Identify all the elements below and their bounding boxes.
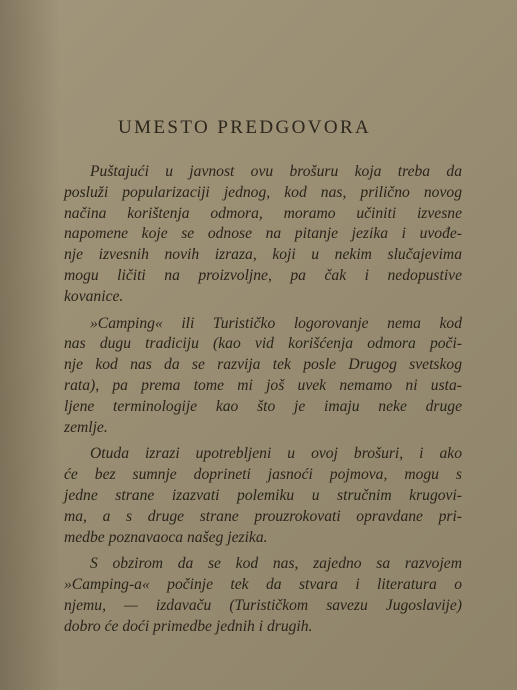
text-line: napomene koje se odnose na pitanje jezika i uvođe-	[64, 225, 462, 243]
page-title: UMESTO PREDGOVORA	[118, 117, 372, 138]
page-shadow	[0, 0, 60, 690]
text-line: ma, a s druge strane prouzrokovati opravdane pri-	[64, 507, 462, 525]
text-line: medbe poznavaoca našeg jezika.	[64, 528, 268, 546]
text-line: zemlje.	[64, 418, 108, 436]
text-line: mogu ličiti na proizvoljne, pa čak i nedopustive	[64, 266, 462, 284]
text-line: S obzirom da se kod nas, zajedno sa razvojem	[90, 555, 462, 573]
text-line: Otuda izrazi upotrebljeni u ovoj brošuri, i ako	[90, 445, 462, 463]
text-line: ljene terminologije kao što je imaju neke druge	[64, 397, 462, 415]
text-line: jedne strane izazvati polemiku u stručnim krugovi-	[64, 486, 462, 504]
paragraph-2	[64, 314, 462, 439]
paragraph-4	[64, 554, 462, 637]
text-line: dobro će doći primedbe jednih i drugih.	[64, 617, 313, 635]
text-line: »Camping« ili Turističko logorovanje nema kod	[90, 314, 462, 332]
paragraph-1	[64, 162, 462, 308]
text-line: rata), pa prema tome mi još uvek nemamo ni usta-	[64, 376, 462, 394]
paragraph-3	[64, 444, 462, 548]
text-line: posluži popularizaciji jednog, kod nas, prilično novog	[64, 183, 462, 201]
text-line: Puštajući u javnost ovu brošuru koja treba da	[90, 163, 462, 180]
text-line: nas dugu tradiciju (kao vid korišćenja odmora poči-	[64, 335, 462, 353]
text-line: »Camping-a« počinje tek da stvara i literatura o	[64, 576, 462, 594]
text-line: će bez sumnje doprineti jasnoći pojmova, mogu s	[64, 466, 462, 484]
text-line: nje izvesnih novih izraza, koji u nekim slučajevima	[64, 246, 462, 264]
text-line: nje kod nas da se razvija tek posle Drugog svetskog	[64, 356, 462, 374]
text-line: načina korištenja odmora, moramo učiniti izvesne	[64, 204, 462, 222]
preface-text	[64, 162, 462, 644]
text-line: kovanice.	[64, 287, 124, 305]
text-line: njemu, — izdavaču (Turističkom savezu Jugoslavije)	[64, 596, 462, 614]
